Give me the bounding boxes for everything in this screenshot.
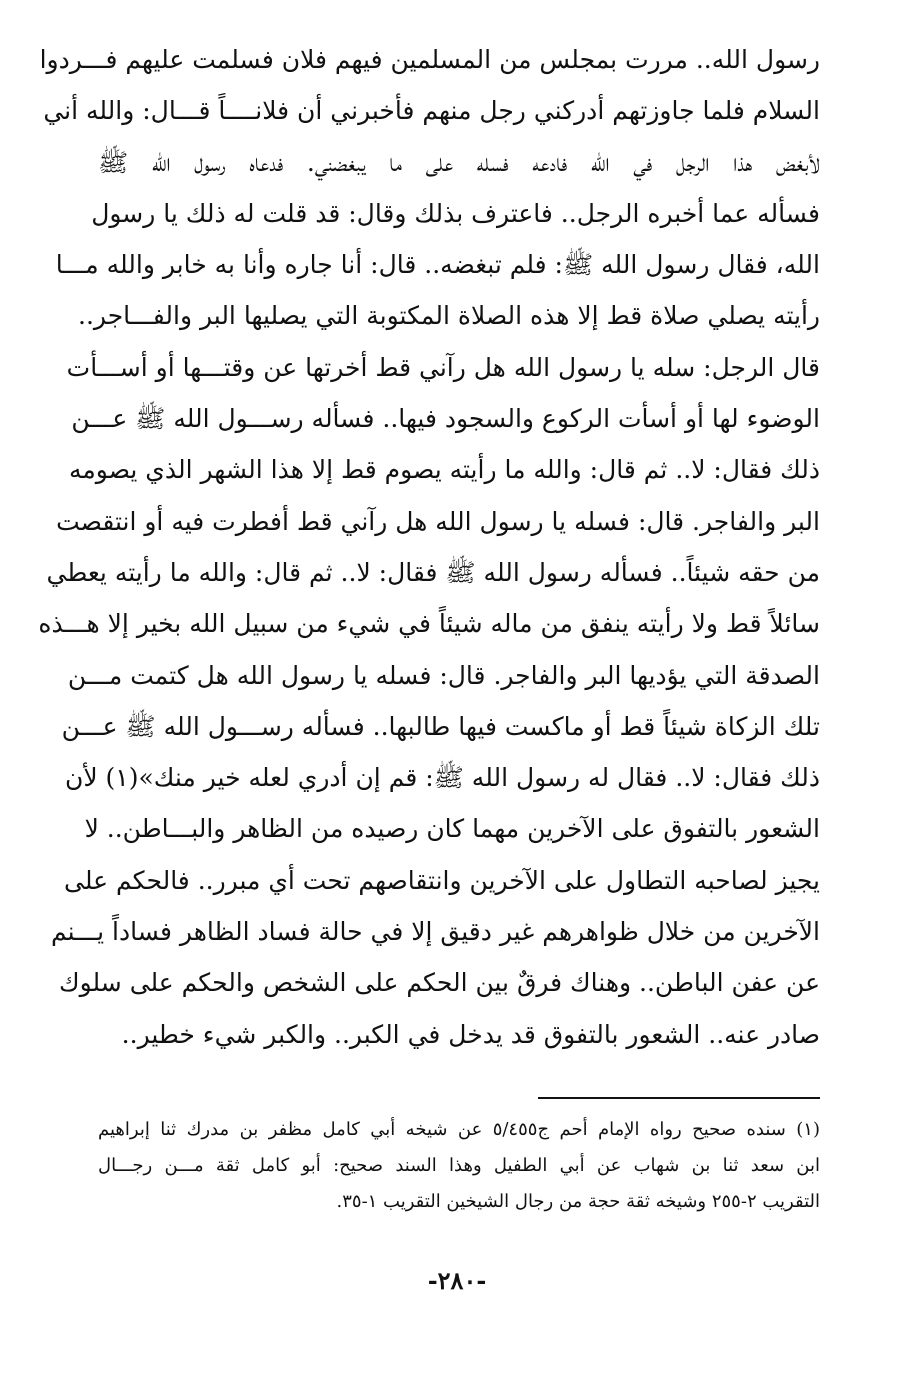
- text-line: ذلك فقال: لا.. فقال له رسول الله ﷺ: قم إن أدري لعله خير منك»(١) لأن: [64, 763, 820, 793]
- page-number: -٢٨٠-: [427, 1266, 487, 1295]
- text-line: رأيته يصلي صلاة قط إلا هذه الصلاة المكتوبة التي يصليها البر والفـــاجر..: [78, 301, 820, 331]
- footnote-line: (١) سنده صحيح رواه الإمام أحم ج٥/٤٥٥ عن شيخه أبي كامل مظفر بن مدرك ثنا إبراهيم: [98, 1119, 820, 1140]
- text-line: الله، فقال رسول الله ﷺ: فلم تبغضه.. قال: أنا جاره وأنا به خابر والله مـــا: [55, 250, 820, 280]
- text-line: عن عفن الباطن.. وهناك فرقٌ بين الحكم على الشخص والحكم على سلوك: [59, 968, 820, 998]
- footnote-line: ابن سعد ثنا بن شهاب عن أبي الطفيل وهذا السند صحيح: أبو كامل ثقة مـــن رجـــال: [98, 1155, 820, 1176]
- text-line: رسول الله.. مررت بمجلس من المسلمين فيهم فلان فسلمت عليهم فـــردوا: [39, 45, 820, 74]
- text-line: السلام فلما جاوزتهم أدركني رجل منهم فأخبرني أن فلانــــاً قـــال: والله أني: [43, 96, 820, 126]
- text-line: الصدقة التي يؤديها البر والفاجر. قال: فسله يا رسول الله هل كتمت مـــن: [67, 660, 820, 690]
- text-line: تلك الزكاة شيئاً قط أو ماكست فيها طالبها.. فسأله رســـول الله ﷺ عـــن: [61, 711, 820, 741]
- text-line: سائلاً قط ولا رأيته ينفق من ماله شيئاً في شيء من سبيل الله بخير إلا هـــذه: [38, 609, 820, 639]
- text-line: قال الرجل: سله يا رسول الله هل رآني قط أخرتها عن وقتـــها أو أســـأت: [66, 352, 820, 382]
- text-line: صادر عنه.. الشعور بالتفوق قد يدخل في الكبر.. والكبر شيء خطير..: [121, 1019, 820, 1049]
- text-line: البر والفاجر. قال: فسله يا رسول الله هل رآني قط أفطرت فيه أو انتقصت: [56, 506, 820, 536]
- text-line: الوضوء لها أو أسأت الركوع والسجود فيها.. فسأله رســـول الله ﷺ عـــن: [71, 404, 820, 434]
- footnote-block: [98, 1112, 820, 1220]
- text-line: ذلك فقال: لا.. ثم قال: والله ما رأيته يصوم قط إلا هذا الشهر الذي يصومه: [69, 455, 820, 485]
- footnote-line: التقريب ٢-٢٥٥ وشيخه ثقة حجة من رجال الشيخين التقريب ١-٣٥.: [336, 1191, 820, 1212]
- footnote-divider: [538, 1097, 820, 1099]
- text-line: يجيز لصاحبه التطاول على الآخرين وانتقاصهم تحت أي مبرر.. فالحكم على: [64, 865, 820, 895]
- text-line: من حقه شيئاً.. فسأله رسول الله ﷺ فقال: لا.. ثم قال: والله ما رأيته يعطي: [46, 557, 820, 587]
- text-line: الآخرين من خلال ظواهرهم غير دقيق إلا في حالة فساد الظاهر فساداً يـــنم: [50, 917, 820, 947]
- text-line: لأبغض هذا الرجل في الله فادعه فسله على ما يبغضني. فدعاه رسول الله ﷺ: [98, 147, 820, 177]
- main-text-block: [38, 34, 820, 1060]
- text-line: الشعور بالتفوق على الآخرين مهما كان رصيده من الظاهر والبـــاطن.. لا: [84, 814, 820, 844]
- text-line: فسأله عما أخبره الرجل.. فاعترف بذلك وقال: قد قلت له ذلك يا رسول: [91, 198, 820, 228]
